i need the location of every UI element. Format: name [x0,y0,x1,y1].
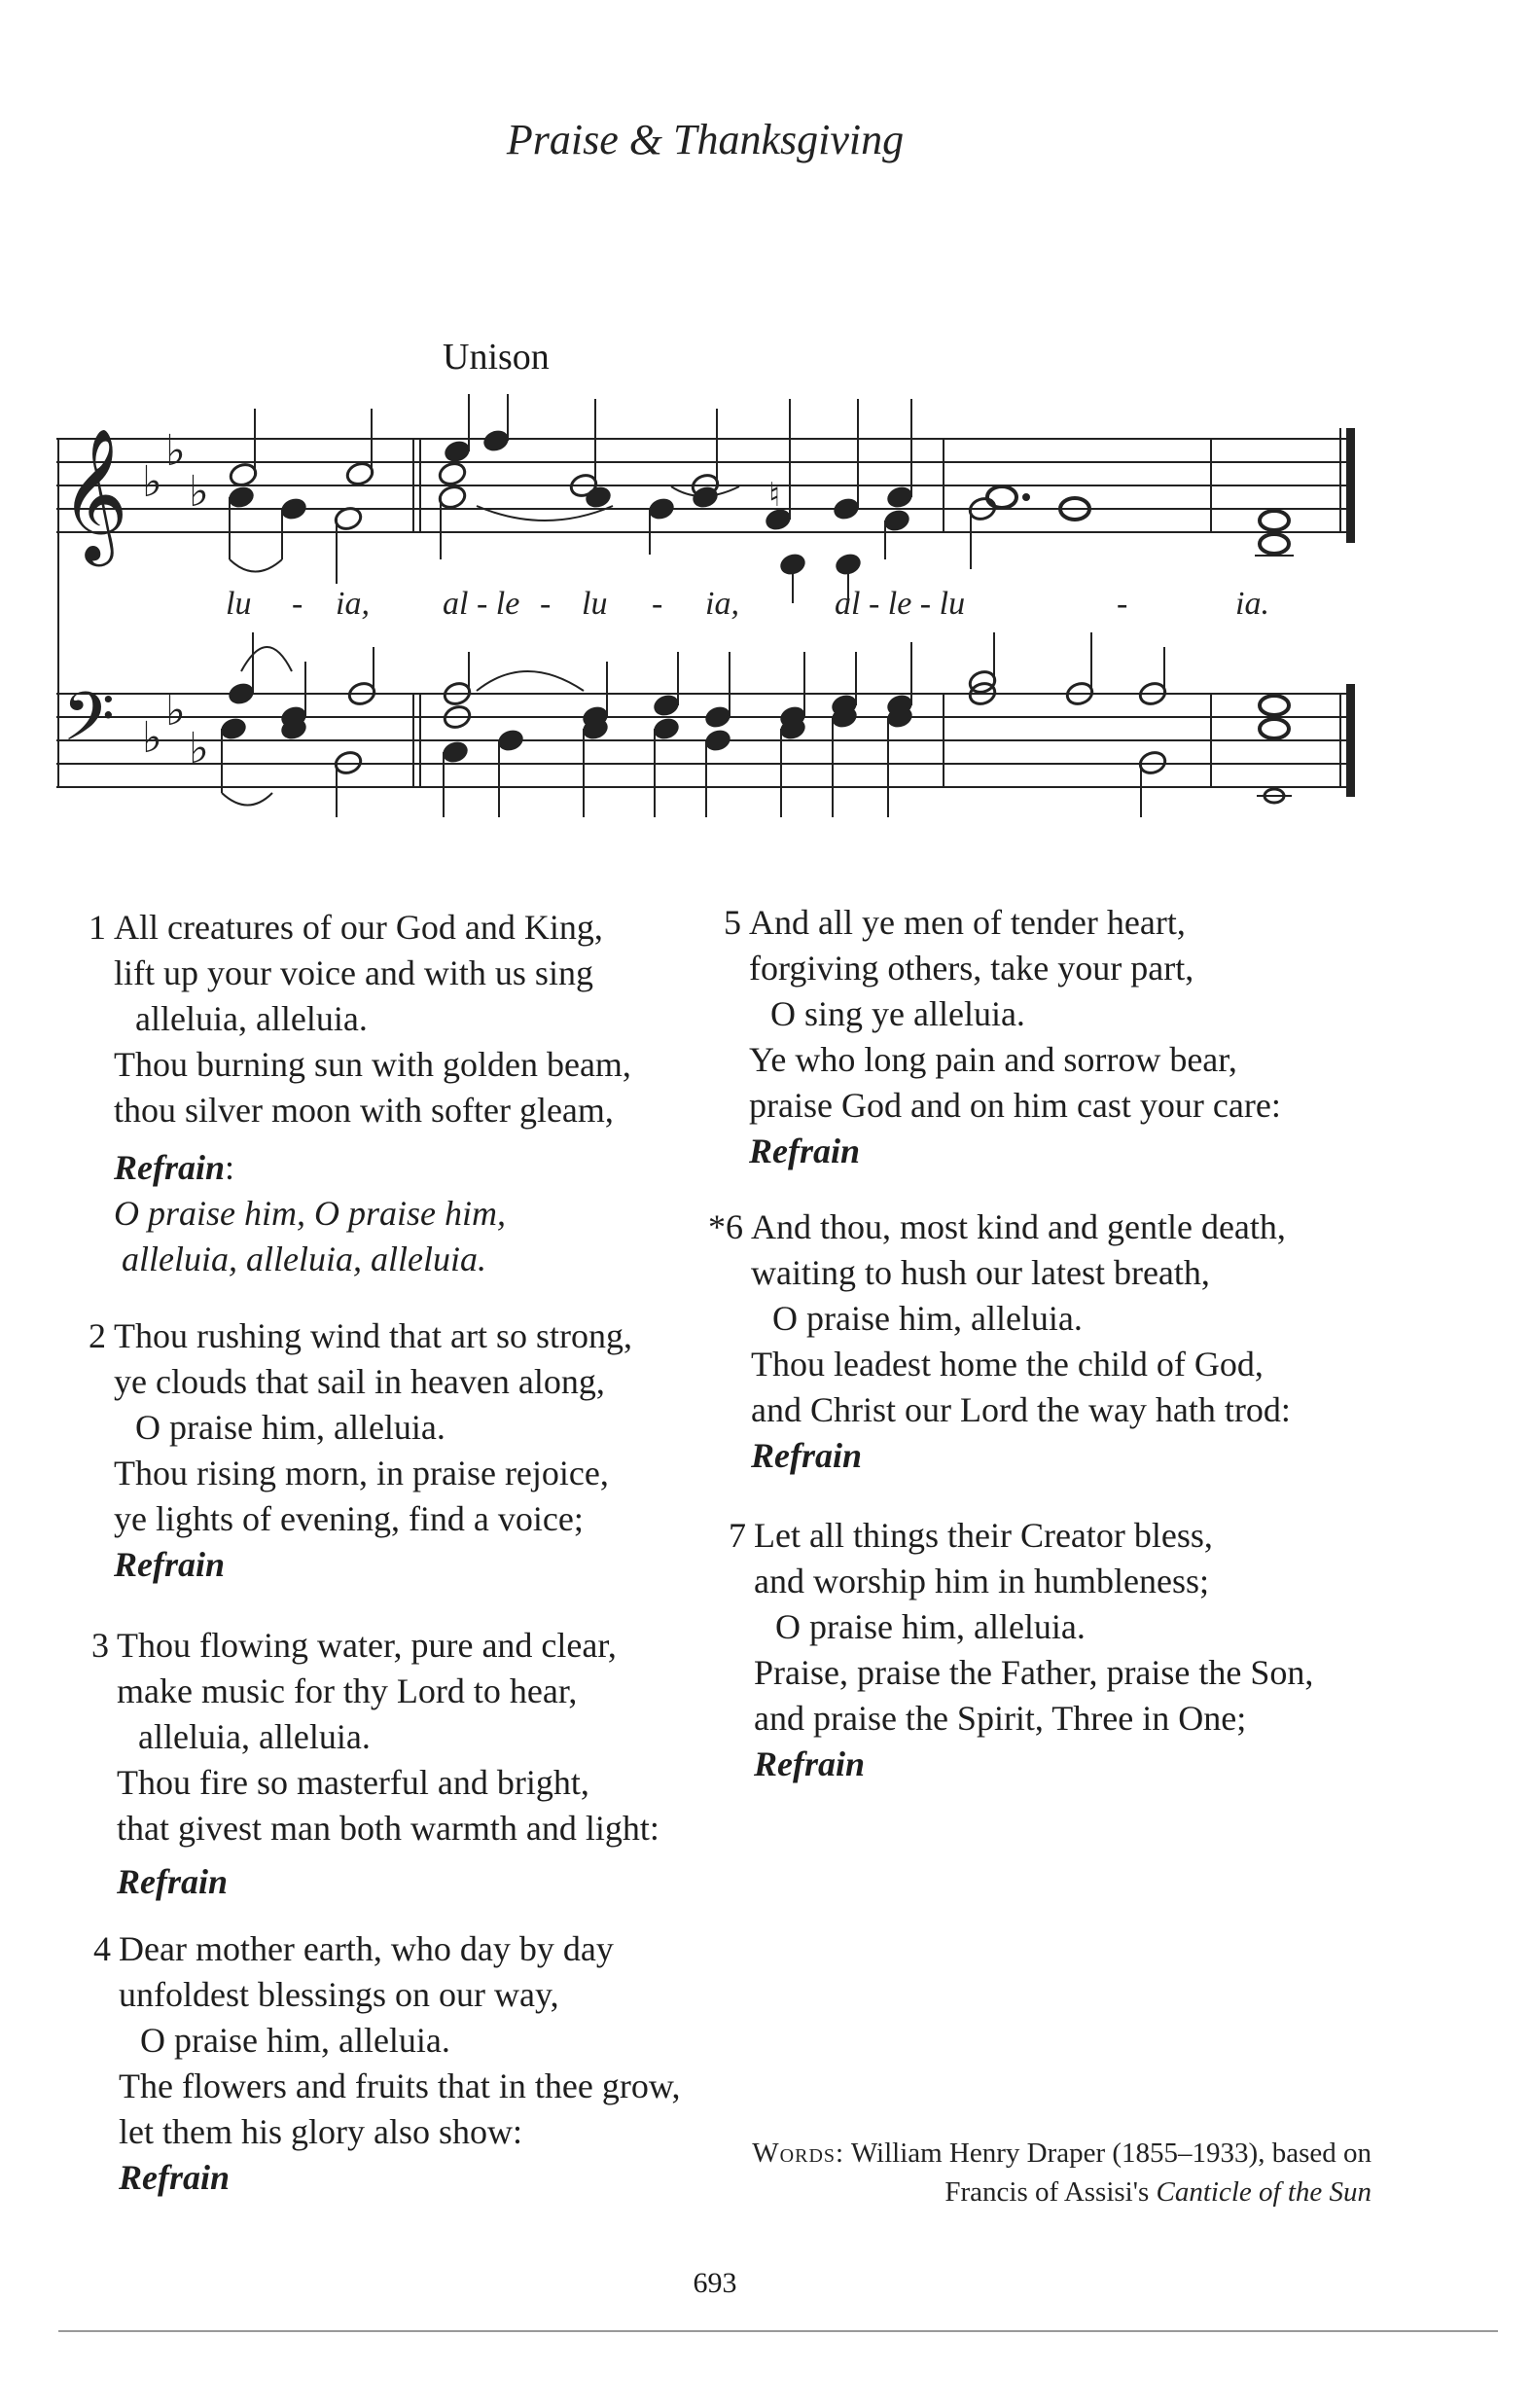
lyric-syllable: ia. [1235,586,1269,622]
verse-line: ye clouds that sail in heaven along, [114,1362,605,1401]
verse-7 [729,1513,1314,1787]
page-title: Praise & Thanksgiving [506,116,905,163]
refrain-label: Refrain [114,1148,226,1187]
verse-number: 5 [724,903,741,942]
verse-line: praise God and on him cast your care: [749,1086,1281,1125]
verse-number: 3 [91,1626,109,1665]
svg-text:♭: ♭ [165,686,186,736]
verse-number: 7 [729,1516,746,1555]
verse-line: Thou burning sun with golden beam, [114,1045,631,1084]
lyric-syllable: - [1117,586,1128,622]
bass-notes [220,632,1292,817]
verse-5 [724,900,1281,1174]
refrain-colon: : [225,1148,235,1187]
refrain-label: Refrain [754,1744,866,1783]
lyric-syllable: - [540,586,552,622]
lyric-syllable: - [292,586,303,622]
lyric-syllable: ia, [705,586,739,622]
refrain-label: Refrain [119,2158,231,2197]
verse-line: and praise the Spirit, Three in One; [754,1699,1247,1738]
verse-6 [708,1204,1291,1479]
verse-line: and worship him in humbleness; [754,1562,1209,1600]
verse-line: Ye who long pain and sorrow bear, [749,1040,1237,1079]
verse-line: And thou, most kind and gentle death, [751,1207,1286,1246]
verse-line: O praise him, alleluia. [772,1299,1083,1338]
lyric-syllable: lu [226,586,252,622]
verse-1 [89,905,631,1282]
lyric-syllable: - [652,586,663,622]
page-number: 693 [693,2267,737,2299]
lyric-syllable: ia, [336,586,370,622]
verse-2 [89,1313,632,1588]
verse-line: Dear mother earth, who day by day [119,1929,614,1968]
verse-line: O praise him, alleluia. [140,2021,450,2060]
words-credit [584,2134,1372,2211]
verse-line: alleluia, alleluia. [135,999,368,1038]
verse-line: and Christ our Lord the way hath trod: [751,1390,1291,1429]
lyric-syllable: lu [582,586,608,622]
verse-line: O praise him, alleluia. [135,1408,445,1447]
treble-staff [56,439,1352,532]
verse-line: alleluia, alleluia. [138,1717,371,1756]
verse-line: waiting to hush our latest breath, [751,1253,1210,1292]
svg-text:♭: ♭ [189,467,209,517]
svg-text:♭: ♭ [165,426,186,476]
verse-line: Thou rushing wind that art so strong, [114,1316,632,1355]
verse-line: O praise him, alleluia. [775,1607,1086,1646]
lyric-syllable: al - le [443,586,520,622]
verse-line: that givest man both warmth and light: [117,1809,659,1848]
refrain-line: O praise him, O praise him, [114,1194,506,1233]
verse-line: ye lights of evening, find a voice; [114,1499,584,1538]
verse-line: Praise, praise the Father, praise the Son, [754,1653,1314,1692]
svg-text:♭: ♭ [189,724,209,773]
refrain-label: Refrain [749,1132,861,1170]
refrain-label: Refrain [114,1545,226,1584]
verse-line: All creatures of our God and King, [114,908,603,947]
verse-line: Thou flowing water, pure and clear, [117,1626,617,1665]
svg-text:♭: ♭ [142,713,162,763]
credit-label: Words: [752,2138,845,2169]
verse-line: Let all things their Creator bless, [754,1516,1213,1555]
key-signature [142,426,209,773]
bottom-rule [58,2330,1498,2332]
verse-line: let them his glory also show: [119,2112,522,2151]
verse-number: 4 [93,1929,111,1968]
verse-line: O sing ye alleluia. [770,994,1025,1033]
refrain-label: Refrain [117,1862,229,1901]
bass-staff [56,694,1352,787]
verse-line: thou silver moon with softer gleam, [114,1091,614,1130]
verse-line: make music for thy Lord to hear, [117,1671,578,1710]
refrain-line: alleluia, alleluia, alleluia. [122,1240,486,1278]
svg-text:♭: ♭ [142,457,162,507]
verse-number: 1 [89,908,106,947]
verse-line: unfoldest blessings on our way, [119,1975,559,2014]
verse-number: 2 [89,1316,106,1355]
verse-line: lift up your voice and with us sing [114,953,593,992]
verse-line: And all ye men of tender heart, [749,903,1186,942]
music-direction: Unison [443,337,550,377]
music-score [0,0,1532,837]
treble-notes [228,394,1294,603]
verse-3 [91,1623,659,1905]
verse-line: Thou leadest home the child of God, [751,1345,1264,1384]
lyric-syllable: al - le - lu [835,586,966,622]
verse-line: forgiving others, take your part, [749,949,1194,988]
credit-line-2: Francis of Assisi's [944,2176,1157,2208]
credit-line-1: William Henry Draper (1855–1933), based on [850,2138,1372,2169]
verse-line: The flowers and fruits that in thee grow, [119,2067,681,2105]
bass-clef-icon: 𝄢 [62,677,116,773]
natural-sign-icon: ♮ [768,476,781,515]
refrain-label: Refrain [751,1436,863,1475]
credit-title: Canticle of the Sun [1156,2176,1372,2208]
verse-line: Thou rising morn, in praise rejoice, [114,1454,609,1492]
treble-clef-icon: 𝄞 [60,426,128,560]
verse-line: Thou fire so masterful and bright, [117,1763,589,1802]
verse-number: *6 [708,1207,743,1246]
